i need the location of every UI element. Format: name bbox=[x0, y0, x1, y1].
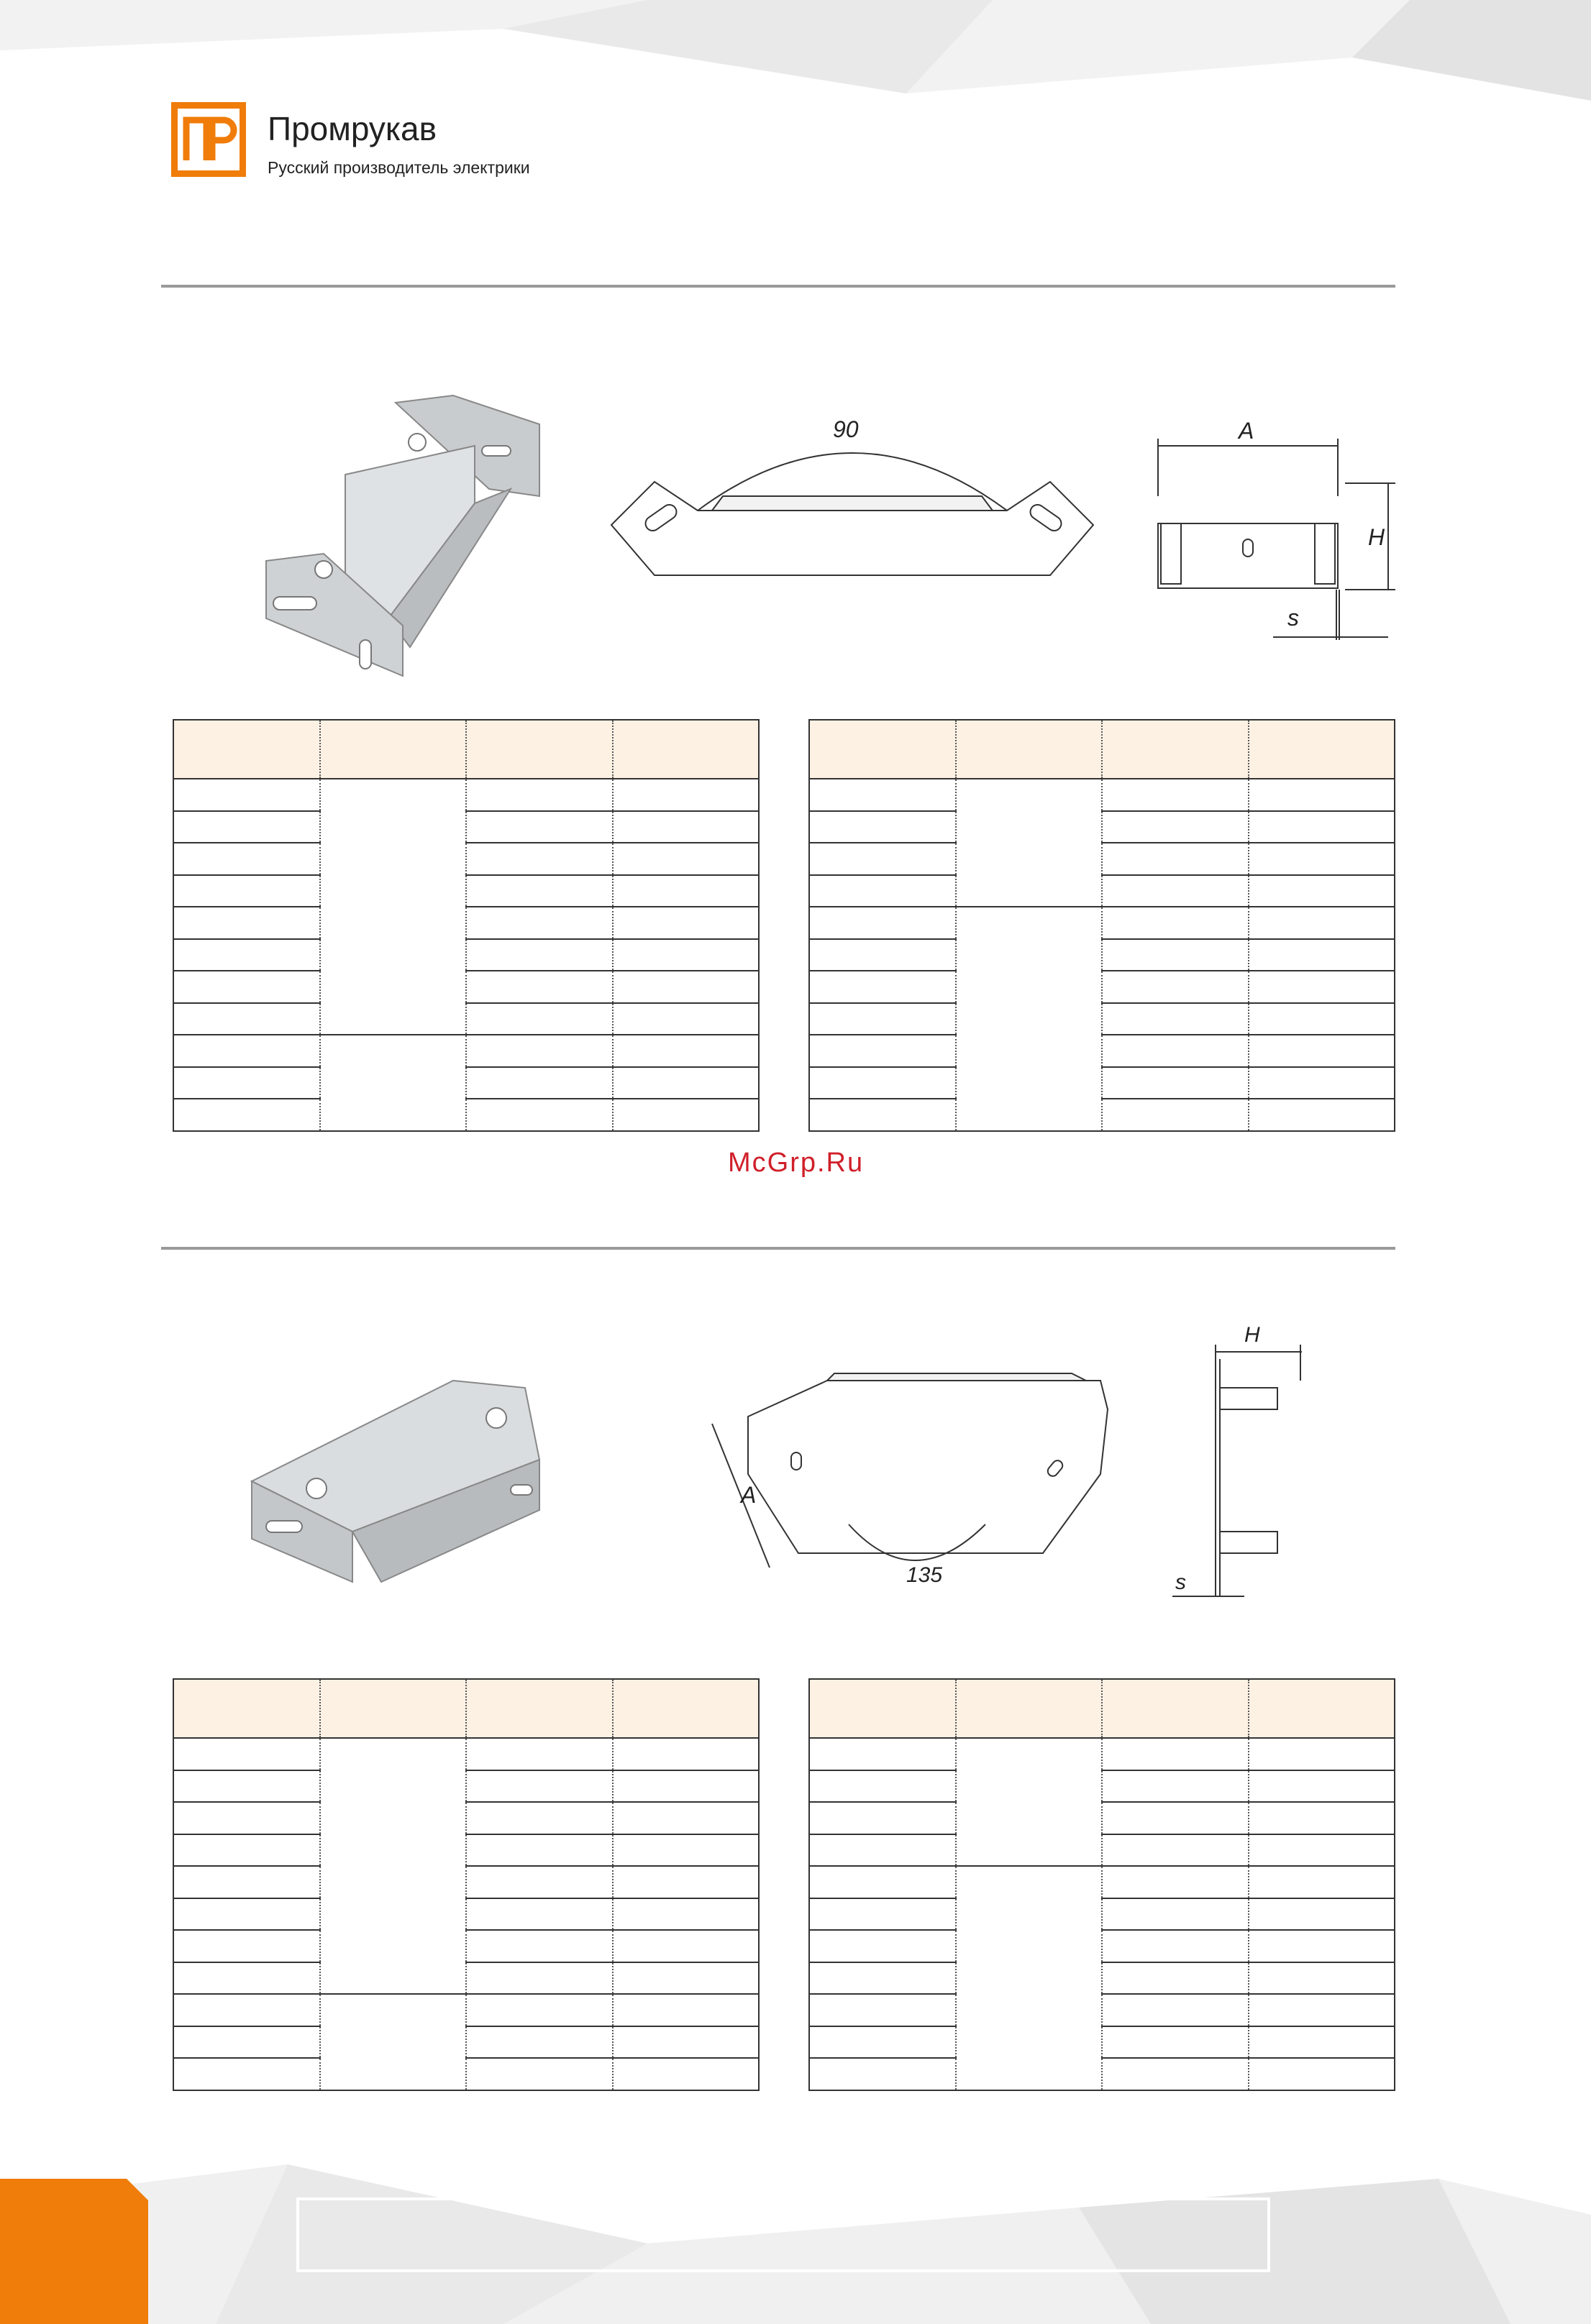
dim-a-label-2: A bbox=[741, 1482, 757, 1508]
table-row bbox=[809, 1003, 1395, 1035]
table-row bbox=[809, 2058, 1395, 2090]
table-row bbox=[809, 1930, 1395, 1962]
logo-letters-icon bbox=[178, 109, 240, 170]
table-row bbox=[173, 1802, 759, 1834]
table-row bbox=[173, 843, 759, 875]
table-row bbox=[809, 1067, 1395, 1099]
table-row bbox=[809, 1962, 1395, 1995]
table-row bbox=[809, 971, 1395, 1003]
table-row bbox=[173, 1962, 759, 1995]
dim-s-label-2: s bbox=[1175, 1570, 1186, 1594]
table-header-row bbox=[809, 1679, 1395, 1738]
table-row bbox=[809, 1898, 1395, 1931]
table-row bbox=[809, 907, 1395, 939]
section2-left-table bbox=[173, 1678, 760, 2091]
brand-tagline: Русский производитель электрики bbox=[268, 158, 530, 177]
angle-135-label: 135 bbox=[906, 1563, 943, 1587]
angle-90-label: 90 bbox=[833, 416, 859, 442]
table-row bbox=[173, 1067, 759, 1099]
table-row bbox=[809, 811, 1395, 843]
table-row bbox=[173, 1930, 759, 1962]
table-row bbox=[173, 939, 759, 971]
table-row bbox=[173, 907, 759, 939]
table-header-row bbox=[173, 1679, 759, 1738]
section1-top-view-drawing bbox=[604, 403, 1108, 604]
dim-h-label: H bbox=[1368, 524, 1385, 550]
table-row bbox=[809, 1994, 1395, 2026]
dim-h-label-2: H bbox=[1244, 1323, 1260, 1347]
table-row bbox=[173, 1866, 759, 1898]
section1-right-table bbox=[808, 719, 1395, 1132]
table-row bbox=[173, 1994, 759, 2026]
table-row bbox=[173, 2026, 759, 2059]
table-row bbox=[809, 939, 1395, 971]
table-row bbox=[809, 1770, 1395, 1803]
table-row bbox=[173, 1099, 759, 1131]
table-row bbox=[173, 811, 759, 843]
table-row bbox=[809, 875, 1395, 907]
dim-a-label: A bbox=[1239, 418, 1254, 444]
table-header-row bbox=[809, 720, 1395, 779]
section2-side-view-drawing bbox=[1158, 1316, 1302, 1604]
table-row bbox=[809, 1866, 1395, 1898]
table-row bbox=[173, 1738, 759, 1770]
section1-divider bbox=[161, 285, 1395, 288]
watermark-text[interactable]: McGrp.Ru bbox=[728, 1148, 865, 1178]
table-row bbox=[173, 875, 759, 907]
section2-product-photo bbox=[237, 1366, 575, 1604]
table-row bbox=[809, 1802, 1395, 1834]
logo-mark bbox=[171, 102, 246, 177]
table-row bbox=[809, 1035, 1395, 1067]
brand-name: Промрукав bbox=[268, 110, 437, 147]
table-row bbox=[173, 1770, 759, 1803]
section1-end-view-drawing bbox=[1144, 417, 1403, 654]
section2-right-table bbox=[808, 1678, 1395, 2091]
table-row bbox=[173, 971, 759, 1003]
section2-divider bbox=[161, 1247, 1395, 1250]
page-corner-tab bbox=[0, 2179, 148, 2324]
table-row bbox=[173, 1834, 759, 1867]
section1-left-table bbox=[173, 719, 760, 1132]
table-row bbox=[173, 779, 759, 811]
table-row bbox=[809, 1834, 1395, 1867]
table-row bbox=[809, 779, 1395, 811]
table-header-row bbox=[173, 720, 759, 779]
dim-s-label: s bbox=[1287, 605, 1299, 631]
table-row bbox=[809, 2026, 1395, 2059]
table-row bbox=[809, 1738, 1395, 1770]
footer-box bbox=[296, 2197, 1270, 2272]
table-row bbox=[173, 1898, 759, 1931]
table-row bbox=[173, 1035, 759, 1067]
table-row bbox=[173, 1003, 759, 1035]
table-row bbox=[809, 843, 1395, 875]
table-row bbox=[173, 2058, 759, 2090]
section2-top-view-drawing bbox=[698, 1366, 1129, 1604]
table-row bbox=[809, 1099, 1395, 1131]
section1-product-photo bbox=[237, 388, 575, 690]
